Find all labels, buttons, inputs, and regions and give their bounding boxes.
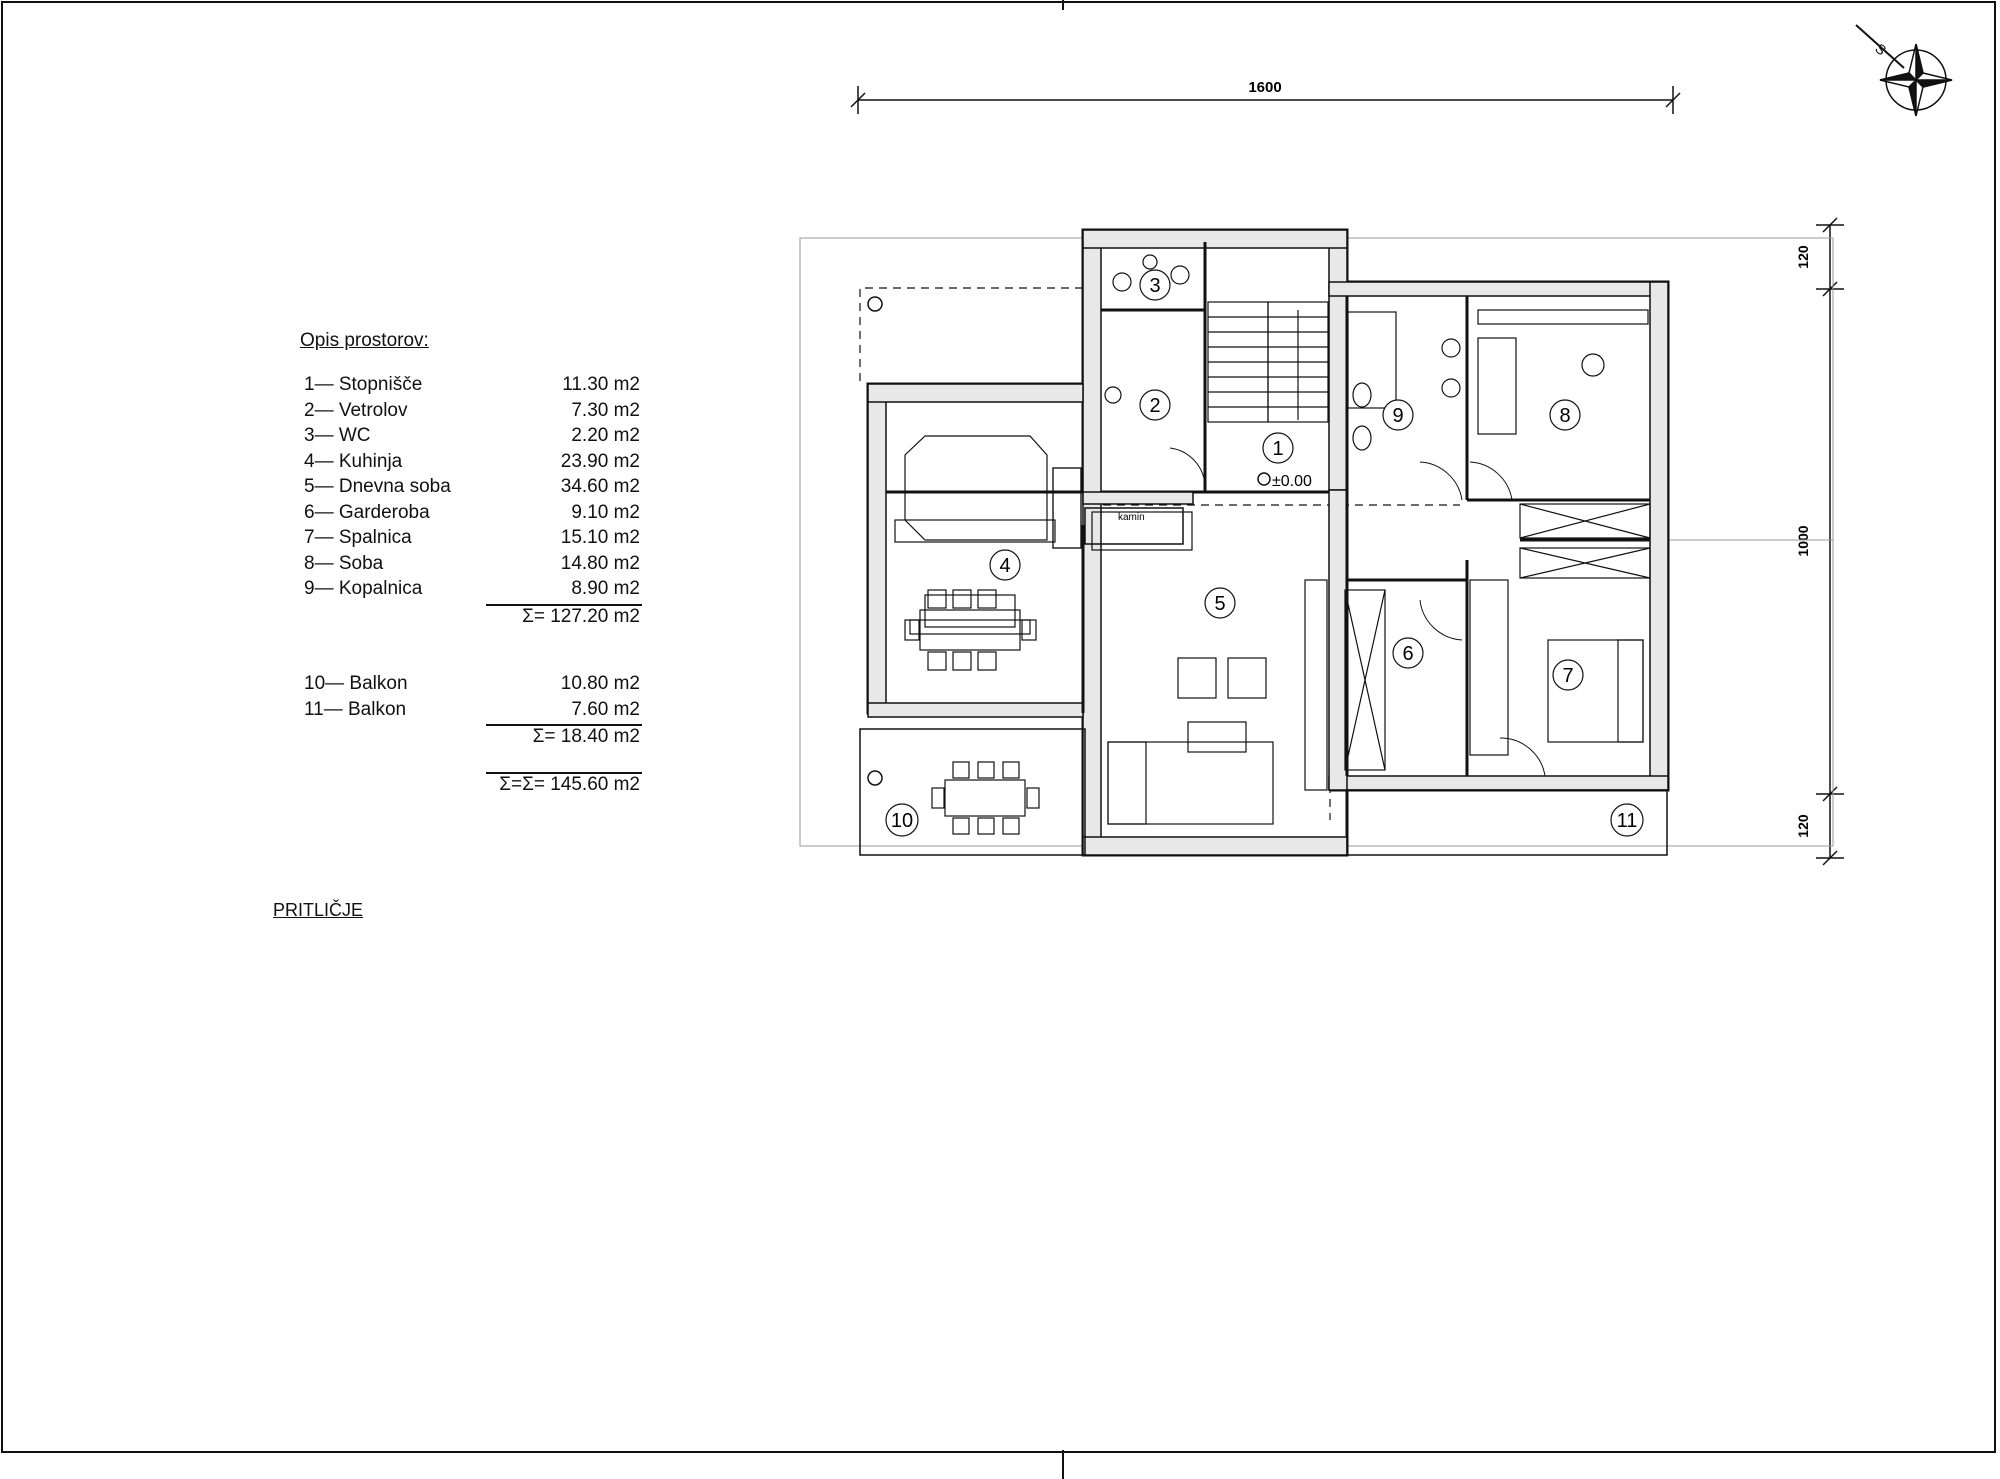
legend-row: 4— Kuhinja 23.90 m2 <box>304 450 640 472</box>
legend-row: 6— Garderoba 9.10 m2 <box>304 501 640 523</box>
room-marker-6 <box>1393 638 1423 668</box>
svg-text:3: 3 <box>1149 275 1161 297</box>
dimension-edge-bottom-label: 120 <box>1795 814 1811 838</box>
room-marker-4 <box>990 550 1020 580</box>
legend-room-list <box>300 374 650 604</box>
svg-text:7: 7 <box>1562 665 1574 687</box>
room-marker-3 <box>1140 270 1170 300</box>
svg-text:S: S <box>1872 40 1890 59</box>
legend-balcony-list <box>300 673 650 724</box>
room-marker-7 <box>1553 660 1583 690</box>
legend-row: 11— Balkon 7.60 m2 <box>304 698 640 720</box>
room-marker-2 <box>1140 390 1170 420</box>
projection-lines <box>860 288 1460 840</box>
grand-total: Σ=Σ= 145.60 m2 <box>499 773 640 795</box>
dimension-depth <box>1816 218 1844 865</box>
room-marker-1 <box>1263 433 1293 463</box>
room-marker-11 <box>1611 804 1643 836</box>
balcony-10-outline <box>860 729 1085 855</box>
subtotal-balconies: Σ= 18.40 m2 <box>532 726 640 747</box>
fireplace-label: kamin <box>1118 512 1145 523</box>
legend-row: 10— Balkon 10.80 m2 <box>304 673 640 694</box>
svg-text:5: 5 <box>1214 593 1226 615</box>
legend-row: 7— Spalnica 15.10 m2 <box>304 527 640 548</box>
wardrobe-6-cabinets <box>1345 590 1385 770</box>
room-marker-10 <box>886 804 918 836</box>
interior-walls <box>1083 242 1650 776</box>
total-row <box>300 774 650 800</box>
svg-text:2: 2 <box>1149 395 1161 417</box>
legend-row: 3— WC 2.20 m2 <box>304 425 640 446</box>
legend-row: 9— Kopalnica 8.90 m2 <box>304 578 640 599</box>
room-marker-8 <box>1550 400 1580 430</box>
column-marker-icon <box>868 297 882 311</box>
subtotal-rooms: Σ= 127.20 m2 <box>522 605 640 627</box>
svg-text:10: 10 <box>890 810 914 832</box>
legend-title: Opis prostorov: <box>300 330 429 351</box>
svg-text:1: 1 <box>1272 438 1284 460</box>
floor-label: PRITLIČJE <box>273 900 364 920</box>
column-marker-icon <box>868 771 882 785</box>
svg-text:11: 11 <box>1616 810 1638 832</box>
elevation-label: ±0.00 <box>1272 473 1312 490</box>
staircase <box>1208 302 1328 422</box>
svg-text:6: 6 <box>1402 643 1414 665</box>
svg-text:8: 8 <box>1559 405 1571 427</box>
room-marker-5 <box>1205 588 1235 618</box>
dimension-width-label: 1600 <box>1248 79 1282 96</box>
dimension-depth-label: 1000 <box>1795 525 1811 557</box>
balcony-dining-set <box>932 762 1039 834</box>
legend-row: 5— Dnevna soba 34.60 m2 <box>304 476 640 497</box>
living-room-furniture <box>1092 512 1327 824</box>
subtotal-balconies-row <box>300 726 650 752</box>
legend-row: 8— Soba 14.80 m2 <box>304 552 640 574</box>
legend-row: 2— Vetrolov 7.30 m2 <box>304 399 640 421</box>
subtotal-rooms-row <box>300 606 650 632</box>
room-marker-9 <box>1383 400 1413 430</box>
elevation-marker-icon <box>1258 473 1270 485</box>
kitchen-furniture <box>895 436 1081 634</box>
room-markers <box>886 270 1643 836</box>
room-legend <box>300 330 650 799</box>
legend-row: 1— Stopnišče 11.30 m2 <box>304 374 640 395</box>
dimension-edge-top-label: 120 <box>1795 245 1811 269</box>
svg-text:4: 4 <box>999 555 1011 577</box>
north-arrow-icon <box>1856 25 1952 116</box>
svg-text:9: 9 <box>1392 405 1404 427</box>
